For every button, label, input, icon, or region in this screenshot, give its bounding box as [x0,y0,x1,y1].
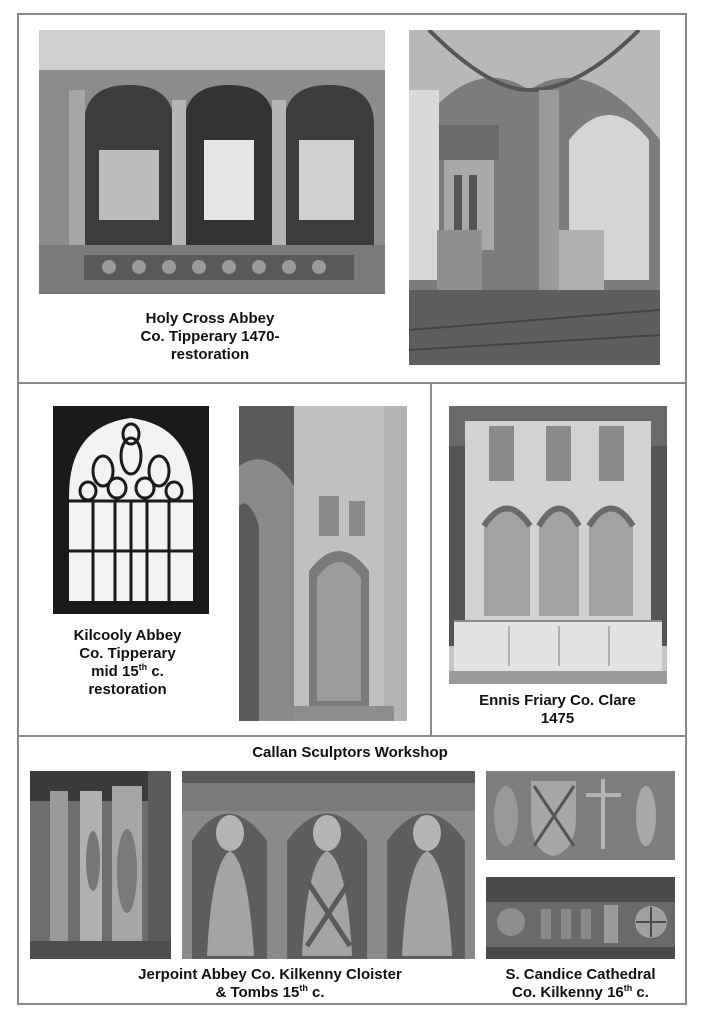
kilcooly-date-rest: c. [147,663,164,680]
candice-carving-photo-2 [486,877,675,959]
ennis-caption-line: 1475 [540,710,575,727]
holy-cross-caption-line: Holy Cross Abbey [145,310,275,327]
kilcooly-window-photo [53,406,209,614]
holy-cross-caption-line: restoration [170,346,250,363]
divider-middle [430,382,432,736]
jerpoint-caption-line: Jerpoint Abbey Co. Kilkenny Cloister [138,966,402,983]
jerpoint-date-post: c. [307,984,325,1001]
jerpoint-date-suffix: th [299,983,308,993]
candice-date-post: c. [632,984,649,1001]
kilcooly-caption-date [40,663,215,681]
candice-date-pre: Co. Kilkenny 16 [512,984,624,1001]
kilcooly-caption [40,627,215,699]
holy-cross-interior-photo [409,30,660,365]
candice-date-suffix: th [623,983,633,993]
divider-top [17,382,687,384]
kilcooly-niche-photo [239,406,407,721]
candice-caption [478,966,683,1002]
jerpoint-date-pre: & Tombs 15 [215,984,300,1001]
ennis-caption [445,692,670,728]
callan-heading: Callan Sculptors Workshop [252,744,448,761]
kilcooly-caption-line: restoration [88,681,167,698]
holy-cross-cloister-photo [39,30,385,294]
jerpoint-tomb-photo [182,771,475,959]
candice-caption-line: S. Candice Cathedral [505,966,656,983]
holy-cross-caption [110,310,310,364]
jerpoint-cloister-photo [30,771,171,959]
candice-caption-line [478,984,683,1002]
jerpoint-caption [110,966,430,1002]
kilcooly-date-suffix: th [138,662,148,672]
jerpoint-caption-line [110,984,430,1002]
ennis-friary-photo [449,406,667,684]
divider-bottom [17,735,687,737]
kilcooly-caption-line: Co. Tipperary [79,645,176,662]
candice-carving-photo-1 [486,771,675,860]
ennis-caption-line: Ennis Friary Co. Clare [479,692,636,709]
holy-cross-caption-line: Co. Tipperary 1470- [140,328,280,345]
kilcooly-date-number: mid 15 [91,663,139,680]
kilcooly-caption-line: Kilcooly Abbey [73,627,182,644]
